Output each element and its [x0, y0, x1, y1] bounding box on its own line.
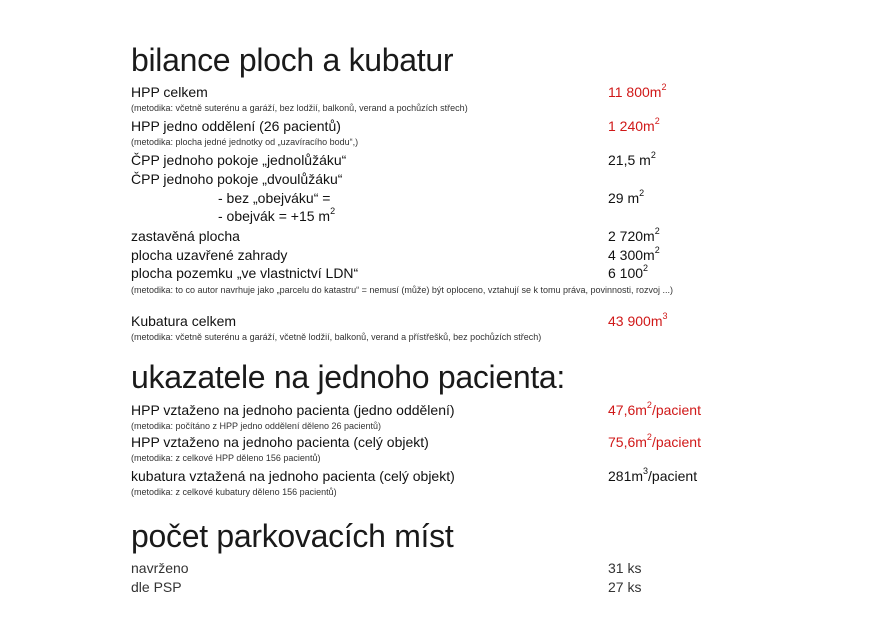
hpp-total-note: (metodika: včetně suterénu a garáží, bez lodžií, balkonů, verand a pochůzích střech) — [131, 103, 468, 113]
hpp-dept-value: 1 $240m^2$ — [608, 116, 660, 134]
hpp-per-patient-dept-value: $47,6m^2$/pacient — [608, 400, 701, 418]
hpp-per-patient-dept-label: HPP vztaženo na jednoho pacienta (jedno oddělení) — [131, 402, 455, 418]
cpp-single-label: ČPP jednoho pokoje „jednolůžáku“ — [131, 152, 347, 168]
pozemek-value: 6 $100^2$ — [608, 263, 649, 281]
kubatura-label: Kubatura celkem — [131, 313, 237, 329]
heading-bilance: bilance ploch a kubatur — [131, 42, 454, 78]
hpp-dept-note: (metodika: plocha jedné jednotky od „uzavíracího bodu“,) — [131, 137, 359, 147]
heading-parkovani: počet parkovacích míst — [131, 518, 454, 554]
hpp-per-patient-dept-note: (metodika: počítáno z HPP jedno oddělení děleno 26 pacientů) — [131, 421, 382, 431]
bez-obejvaku-value: 29 $m^2$ — [608, 188, 645, 206]
hpp-total-label: HPP celkem — [131, 84, 208, 100]
zastavena-plocha-label: zastavěná plocha — [131, 228, 240, 244]
kubatura-value: 43 $900m^3$ — [608, 311, 668, 329]
kubatura-per-patient-value: $281m^3$/pacient — [608, 466, 698, 484]
zahrada-label: plocha uzavřené zahrady — [131, 247, 288, 263]
parking-designed-label: navrženo — [131, 560, 189, 576]
zastavena-plocha-value: 2 $720m^2$ — [608, 226, 660, 244]
pozemek-note: (metodika: to co autor navrhuje jako „parcelu do katastru“ = nemusí (může) být oploceno, vztahují se k tomu práva, povinnosti, rozvoj ...) — [131, 285, 674, 295]
hpp-per-patient-object-note: (metodika: z celkové HPP děleno 156 pacientů) — [131, 453, 321, 463]
hpp-per-patient-object-value: $75,6m^2$/pacient — [608, 432, 701, 450]
kubatura-per-patient-label: kubatura vztažená na jednoho pacienta (celý objekt) — [131, 468, 455, 484]
hpp-dept-label: HPP jedno oddělení (26 pacientů) — [131, 118, 341, 134]
parking-psp-label: dle PSP — [131, 579, 182, 595]
cpp-single-value: 21,5 $m^2$ — [608, 150, 656, 168]
pozemek-label: plocha pozemku „ve vlastnictví LDN“ — [131, 265, 359, 281]
obejvak-label: - obejvák = +15 $m^2$ — [218, 206, 336, 224]
parking-designed-value: 31 ks — [608, 560, 642, 576]
cpp-double-label: ČPP jednoho pokoje „dvoulůžáku“ — [131, 171, 343, 187]
zahrada-value: 4 $300m^2$ — [608, 245, 660, 263]
parking-psp-value: 27 ks — [608, 579, 642, 595]
bez-obejvaku-label: - bez „obejváku“ = — [218, 190, 331, 206]
hpp-total-value: 11 $800m^2$ — [608, 82, 667, 100]
kubatura-per-patient-note: (metodika: z celkové kubatury děleno 156 pacientů) — [131, 487, 337, 497]
kubatura-note: (metodika: včetně suterénu a garáží, včetně lodžií, balkonů, verand a přístřešků, bez pochůzích střech) — [131, 332, 542, 342]
heading-ukazatele: ukazatele na jednoho pacienta: — [131, 359, 566, 395]
hpp-per-patient-object-label: HPP vztaženo na jednoho pacienta (celý objekt) — [131, 434, 429, 450]
